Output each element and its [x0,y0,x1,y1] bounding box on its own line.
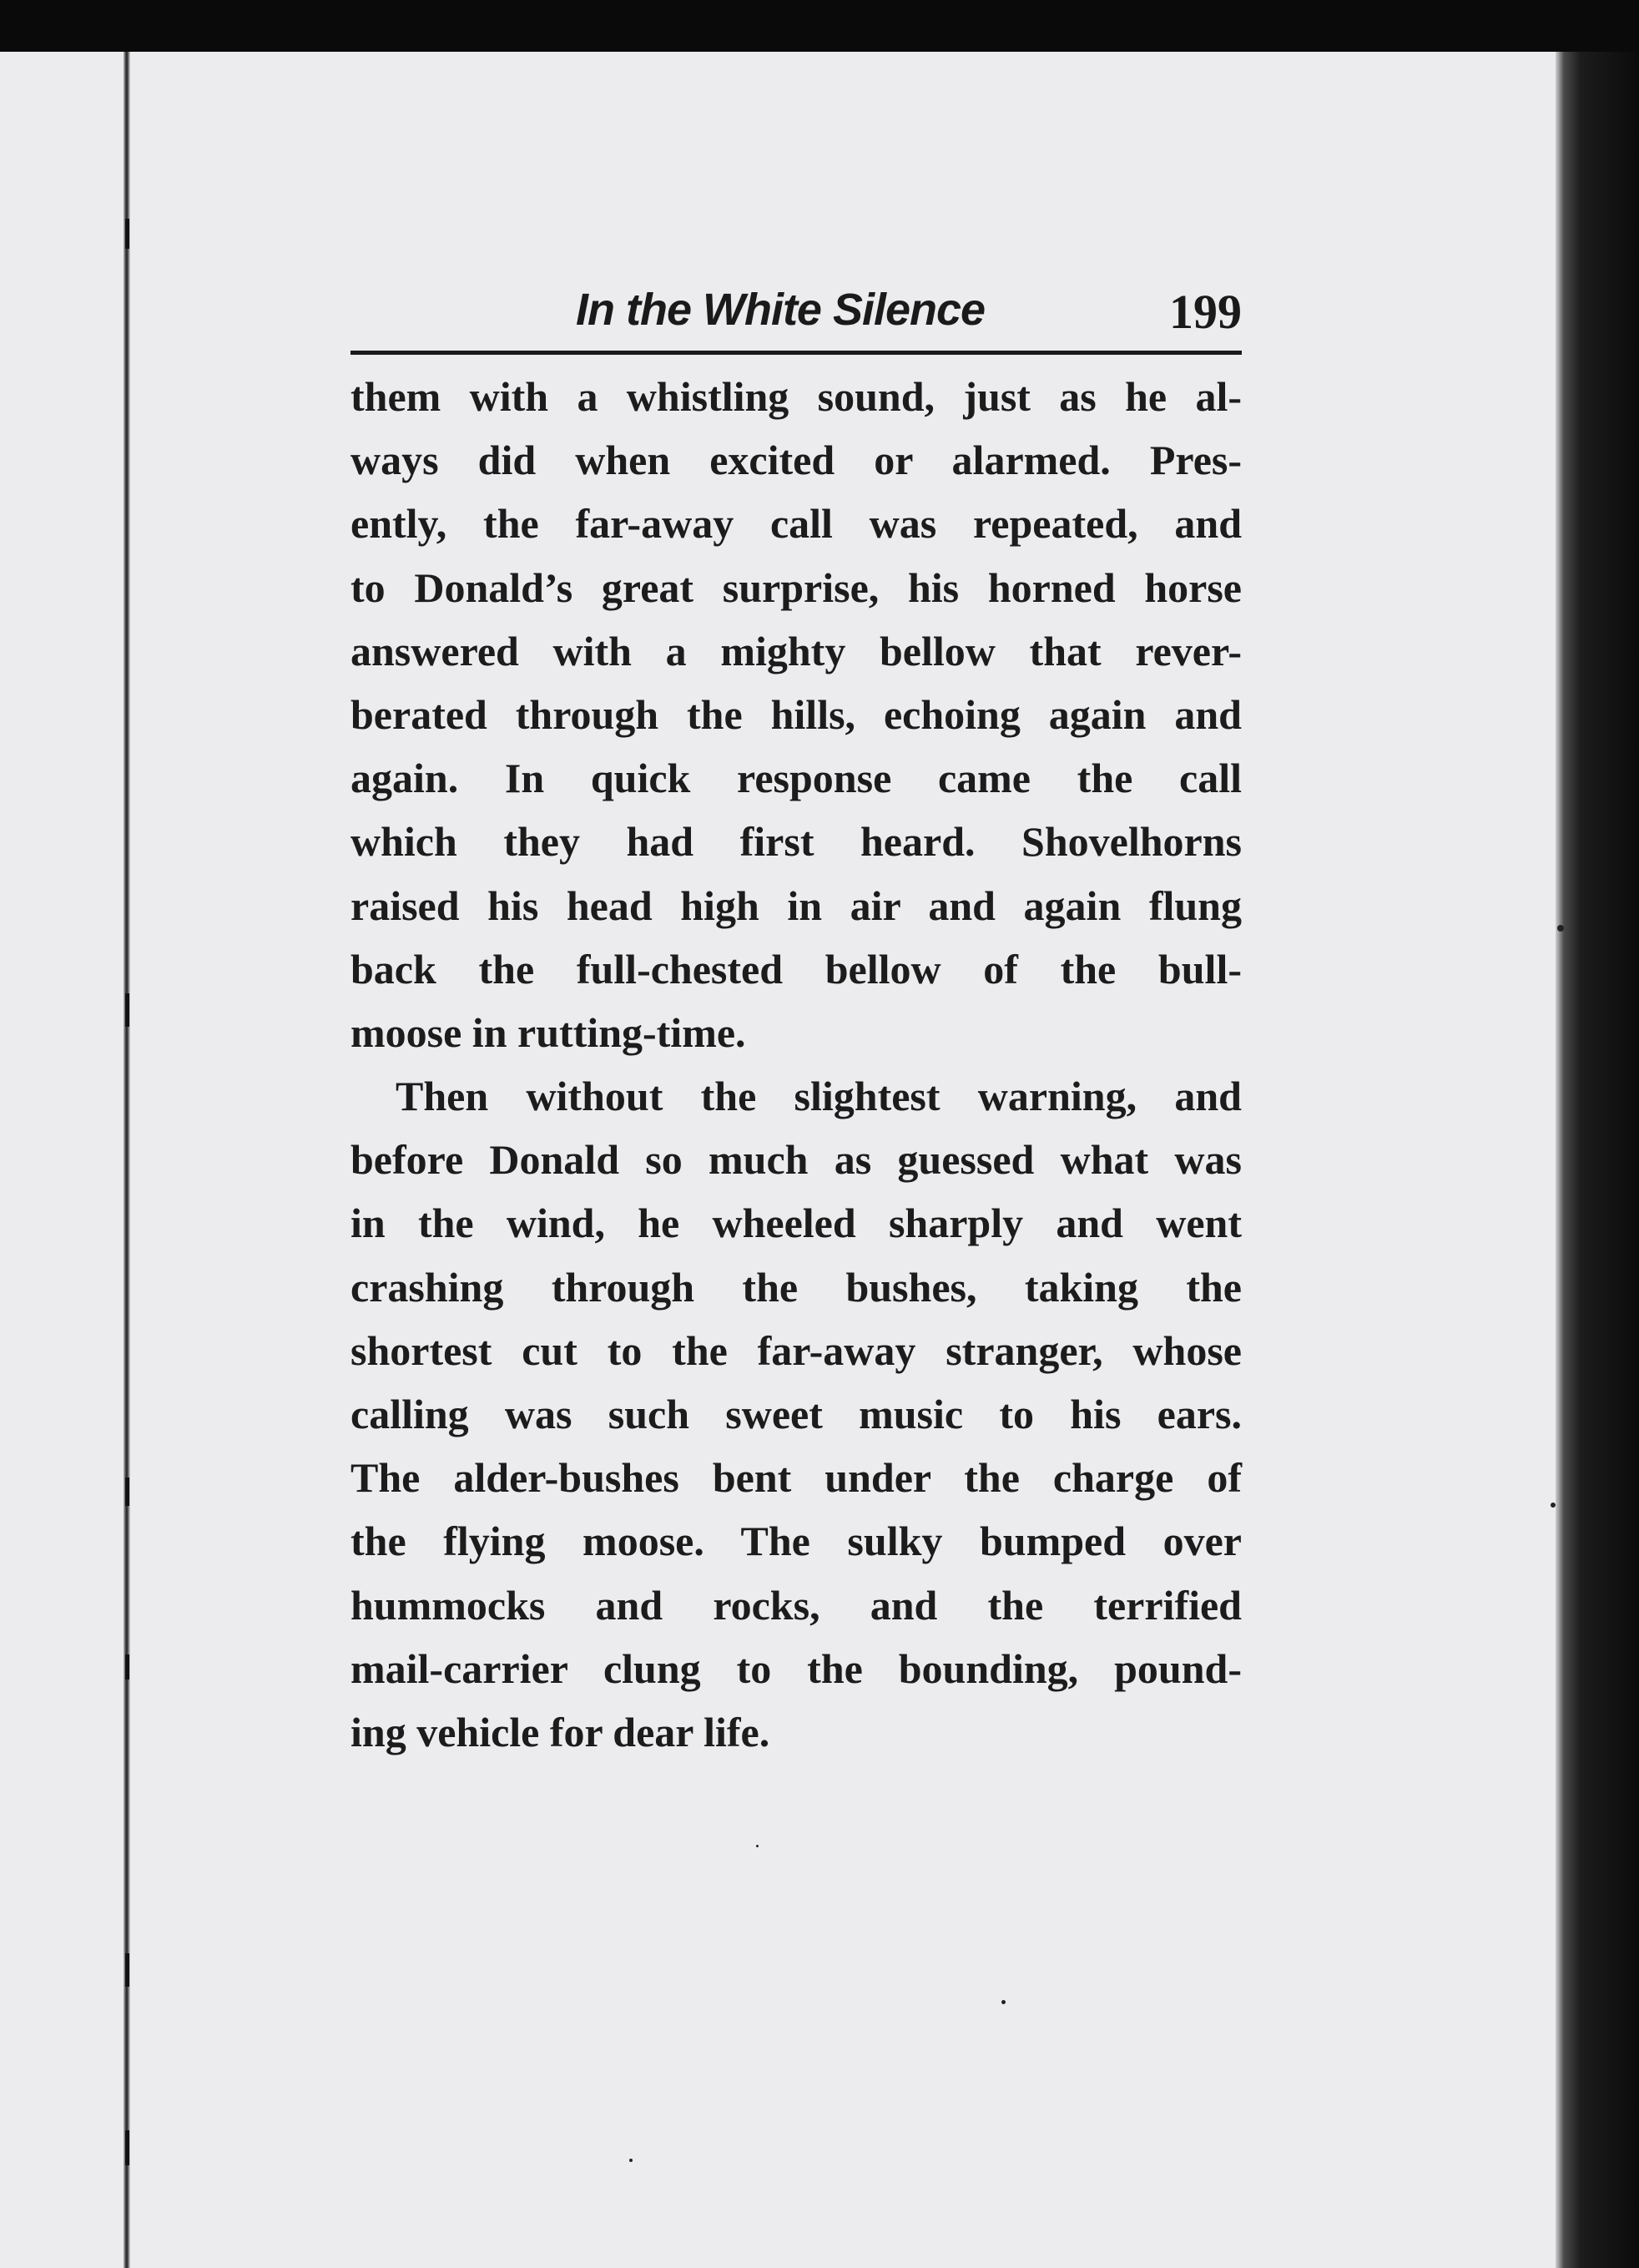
text-line: back the full-chested bellow of the bull- [350,945,1242,993]
text-line: before Donald so much as guessed what was [350,1136,1242,1184]
text-line: crashing through the bushes, taking the [350,1263,1242,1311]
gutter-mark [125,219,129,249]
gutter-mark [125,1477,129,1506]
text-line: them with a whistling sound, just as he al- [350,373,1242,420]
dust-speck [1557,925,1564,932]
text-line: which they had first heard. Shovelhorns [350,818,1242,866]
text-line: in the wind, he wheeled sharply and went [350,1200,1242,1247]
body-text [350,365,1242,1764]
running-head [350,284,1242,351]
text-line: calling was such sweet music to his ears. [350,1391,1242,1437]
gutter-mark [125,993,129,1027]
text-line: berated through the hills, echoing again and [350,690,1242,738]
text-line: ways did when excited or alarmed. Pres- [350,437,1242,484]
text-line: shortest cut to the far-away stranger, whose [350,1326,1242,1374]
text-line: Then without the slightest warning, and [396,1073,1242,1120]
gutter-mark [125,2130,129,2165]
paragraph-1 [350,365,1242,1064]
text-line: to Donald’s great surprise, his horned horse [350,563,1242,611]
text-line: raised his head high in air and again flung [350,881,1242,929]
dust-speck [1001,2000,1006,2004]
text-line: moose in rutting-time. [350,1008,746,1056]
header-rule [350,351,1242,355]
facing-page-edge [0,52,127,2268]
gutter-mark [125,1953,129,1987]
text-line: answered with a mighty bellow that rever- [350,627,1242,674]
binding-gutter [124,52,130,2268]
scan-top-border [0,0,1639,52]
page-number: 199 [1169,285,1242,339]
running-title: In the White Silence [576,285,986,335]
dust-speck [756,1845,759,1847]
page-edge-shadow [1556,52,1639,2268]
text-line: the flying moose. The sulky bumped over [350,1518,1242,1565]
dust-speck [1551,1503,1556,1508]
dust-speck [629,2159,633,2162]
text-line: ing vehicle for dear life. [350,1708,770,1755]
paragraph-2 [350,1064,1242,1764]
text-line: ently, the far-away call was repeated, and [350,500,1242,548]
text-line: again. In quick response came the call [350,755,1242,802]
text-line: The alder-bushes bent under the charge of [350,1454,1242,1502]
text-line: hummocks and rocks, and the terrified [350,1581,1242,1629]
gutter-mark [125,1654,129,1680]
text-line: mail-carrier clung to the bounding, pound- [350,1644,1242,1692]
